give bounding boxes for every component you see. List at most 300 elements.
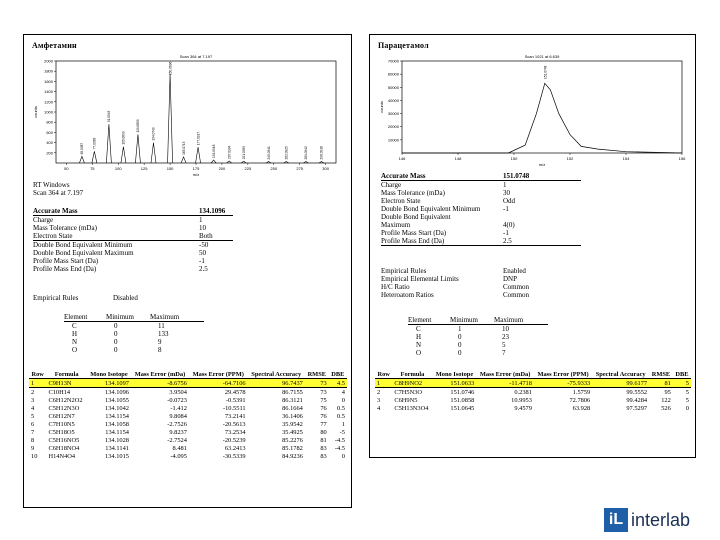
table-cell: 29.4578 (224, 388, 246, 396)
param-value: 134.1096 (199, 207, 226, 215)
y-tick-label: 400 (46, 140, 53, 146)
table-cell: C5H16NO5 (48, 436, 80, 444)
x-tick-label: 150 (166, 166, 174, 171)
table-cell: 5 (31, 412, 35, 420)
x-tick-label: 275 (296, 166, 304, 171)
element-cell: O (416, 349, 422, 357)
table-cell: 0 (341, 396, 345, 404)
param-key: Charge (381, 181, 402, 189)
param-row (381, 229, 581, 237)
empirical-rules (33, 294, 233, 302)
element-column-header: Maximum (150, 313, 180, 321)
table-cell: 3 (377, 396, 381, 404)
param-row (381, 172, 581, 181)
table-cell: C5H18O5 (48, 428, 75, 436)
table-cell: 2 (31, 388, 35, 396)
table-cell: 83 (320, 444, 327, 452)
table-cell: 151.0858 (450, 396, 475, 404)
column-header: DBE (673, 371, 691, 379)
table-cell: 9.4579 (514, 404, 532, 412)
table-row (375, 404, 691, 412)
peak-label: 150.0696 (168, 61, 173, 75)
param-row (381, 275, 581, 283)
table-cell: 1 (341, 420, 345, 428)
peak-label: 262.0925 (284, 146, 289, 160)
table-cell: 134.1141 (105, 444, 129, 452)
logo-mark: iL (604, 508, 628, 532)
spectrum-peak (121, 147, 126, 163)
amphetamine-report-panel (23, 34, 352, 508)
param-value: 2.5 (503, 237, 512, 245)
y-tick-label: 1400 (44, 89, 53, 95)
table-cell: 8.481 (172, 444, 187, 452)
param-key: Mass Tolerance (mDa) (33, 224, 97, 232)
peak-label: 177.0917 (196, 131, 201, 146)
mass-spectrum-chart (376, 51, 688, 169)
x-tick-label: 100 (114, 166, 122, 171)
table-cell: 80 (320, 428, 327, 436)
peak-label: 91.0543 (107, 110, 112, 123)
element-row (408, 349, 548, 357)
y-tick-label: 800 (46, 119, 53, 125)
x-axis-label: m/z (538, 162, 546, 167)
peak-label: 192.0918 (211, 144, 216, 158)
param-row (381, 197, 581, 205)
table-cell: -8.6756 (131, 379, 189, 388)
table-cell: 81 (649, 379, 673, 388)
table-cell: 73 (320, 388, 327, 396)
peak-label: 151.0748 (543, 65, 548, 79)
param-key: Accurate Mass (33, 207, 78, 215)
table-cell: H14N4O4 (48, 452, 76, 460)
table-cell: 75 (320, 396, 327, 404)
param-row (381, 181, 581, 189)
table-cell: 134.1042 (105, 404, 129, 412)
y-tick-label: 60000 (387, 71, 399, 77)
spectrum-peak (79, 156, 84, 163)
param-value: Both (199, 232, 213, 240)
param-key: Empirical Rules (381, 267, 427, 275)
table-cell: -4.095 (170, 452, 187, 460)
y-tick-label: 30000 (387, 111, 399, 117)
column-header: Mass Error (mDa) (131, 371, 189, 379)
table-cell: 134.1055 (105, 396, 129, 404)
element-header (408, 316, 548, 325)
peak-label: 134.0749 (151, 127, 156, 141)
table-cell: 0 (341, 452, 345, 460)
peak-label: 221.0959 (241, 145, 246, 160)
element-cell: H (72, 330, 78, 338)
table-cell: 96.7437 (248, 379, 305, 388)
table-cell: 134.1096 (105, 388, 129, 396)
table-cell: 77 (320, 420, 327, 428)
x-tick-label: 150 (510, 156, 518, 161)
param-row (381, 189, 581, 197)
param-key: Empirical Rules (33, 294, 79, 302)
param-value: 4(0) (503, 221, 515, 229)
table-cell: 9.8084 (169, 412, 187, 420)
y-tick-label: 40000 (387, 97, 399, 103)
column-header: RMSE (649, 371, 673, 379)
table-row (29, 444, 347, 452)
table-cell: 76 (320, 404, 327, 412)
table-cell: 134.1154 (105, 412, 129, 420)
table-cell: 5 (685, 396, 689, 404)
y-tick-label: 1600 (44, 78, 53, 84)
column-header: Mass Error (PPM) (189, 371, 248, 379)
results-table (29, 371, 347, 460)
param-key: Electron State (33, 232, 73, 240)
table-cell: 99.4284 (626, 396, 648, 404)
table-cell: C6H9N5 (394, 396, 418, 404)
peak-label: 119.0859 (136, 119, 141, 133)
element-row (64, 322, 204, 330)
x-tick-label: 75 (90, 166, 95, 171)
table-cell: C10H14 (48, 388, 71, 396)
param-value: -1 (503, 205, 509, 213)
element-cell: 0 (114, 338, 118, 346)
x-tick-label: 146 (398, 156, 406, 161)
spectrum-peak (168, 74, 173, 163)
table-cell: 134.1015 (105, 452, 129, 460)
table-cell: -1.412 (170, 404, 187, 412)
table-cell: 151.0746 (450, 388, 475, 396)
param-key: Mass Tolerance (mDa) (381, 189, 445, 197)
table-cell: 7 (31, 428, 35, 436)
param-row (381, 205, 581, 213)
table-header-row (375, 371, 691, 379)
table-cell: 84.9236 (282, 452, 303, 460)
peak-label: 77.0383 (92, 137, 97, 150)
param-value: -1 (503, 229, 509, 237)
table-header-row (29, 371, 347, 379)
table-cell: 73.2534 (224, 428, 246, 436)
table-cell: 99.5552 (626, 388, 648, 396)
element-cell: C (72, 322, 77, 330)
x-tick-label: 200 (218, 166, 226, 171)
element-cell: 11 (158, 322, 165, 330)
peak-label: 296.0918 (319, 146, 324, 160)
x-tick-label: 250 (270, 166, 278, 171)
table-cell: -20.5239 (222, 436, 246, 444)
chart-title: Scan 364 at 7.197 (179, 54, 213, 59)
param-value: 1 (199, 216, 203, 224)
element-cell: 10 (502, 325, 509, 333)
table-cell: 9 (31, 444, 35, 452)
table-row (29, 388, 347, 397)
column-header: Mono Isotope (87, 371, 131, 379)
scan-info (33, 181, 233, 197)
param-value: -50 (199, 241, 209, 249)
table-cell: -0.0723 (167, 396, 187, 404)
table-cell: 0.5 (337, 412, 345, 420)
param-value: 2.5 (199, 265, 208, 273)
x-tick-label: 125 (140, 166, 148, 171)
table-row (29, 452, 347, 460)
spectrum-peak (92, 151, 97, 163)
table-cell: C8H9NO2 (392, 379, 432, 388)
y-axis-label: counts (33, 106, 38, 118)
search-parameters (33, 207, 233, 273)
y-tick-label: 50000 (387, 84, 399, 90)
table-cell: -5 (339, 428, 345, 436)
y-tick-label: 200 (46, 150, 53, 156)
element-cell: 0 (458, 341, 462, 349)
x-tick-label: 156 (678, 156, 686, 161)
table-cell: 73.2141 (224, 412, 246, 420)
column-header: Mono Isotope (433, 371, 477, 379)
param-row (33, 232, 233, 241)
y-tick-label: 1000 (44, 109, 53, 115)
table-row (29, 379, 347, 388)
table-cell: 5 (685, 388, 689, 396)
element-cell: 1 (458, 325, 462, 333)
x-tick-label: 148 (454, 156, 462, 161)
element-cell: 133 (158, 330, 169, 338)
x-tick-label: 154 (622, 156, 630, 161)
param-key: Profile Mass Start (Da) (381, 229, 447, 237)
column-header: Formula (46, 371, 86, 379)
param-row (33, 216, 233, 224)
plot-frame (402, 61, 682, 153)
param-row (33, 257, 233, 265)
param-key: Profile Mass End (Da) (33, 265, 97, 273)
element-cell: N (416, 341, 422, 349)
param-row (33, 265, 233, 273)
table-cell: 526 (661, 404, 671, 412)
table-row (29, 404, 347, 412)
table-cell: 134.1058 (105, 420, 129, 428)
param-key: Maximum (381, 221, 411, 229)
table-cell: 0.5 (337, 404, 345, 412)
element-column-header: Element (408, 316, 432, 324)
table-cell: 95 (664, 388, 671, 396)
param-key: Empirical Elemental Limits (381, 275, 459, 283)
param-value: 30 (503, 189, 510, 197)
element-cell: C (416, 325, 421, 333)
table-cell: 97.5297 (626, 404, 648, 412)
element-limits (408, 316, 548, 357)
table-cell: C7H5N3O (394, 388, 423, 396)
column-header: Row (29, 371, 46, 379)
table-cell: 5 (673, 379, 691, 388)
table-cell: 86.3121 (282, 396, 303, 404)
peak-label: 207.0934 (227, 145, 232, 159)
param-value: 10 (199, 224, 206, 232)
table-cell: C6H12N2O2 (48, 396, 83, 404)
spectrum-peak (196, 147, 201, 163)
table-cell: 4 (31, 404, 35, 412)
table-cell: -30.5339 (222, 452, 246, 460)
element-cell: 0 (114, 346, 118, 354)
table-cell: 151.0633 (433, 379, 477, 388)
y-tick-label: 20000 (387, 124, 399, 130)
element-cell: 7 (502, 349, 506, 357)
y-tick-label: 1800 (44, 68, 53, 74)
element-column-header: Element (64, 313, 88, 321)
table-cell: 4 (377, 404, 381, 412)
table-cell: -10.5511 (222, 404, 246, 412)
param-value: Disabled (113, 294, 138, 302)
element-cell: 0 (114, 322, 118, 330)
param-key: Heteroatom Ratios (381, 291, 434, 299)
table-cell: -64.7106 (189, 379, 248, 388)
column-header: Spectral Accuracy (592, 371, 649, 379)
x-axis-label: m/z (192, 172, 200, 177)
table-cell: 35.9542 (282, 420, 303, 428)
table-cell: 3.9504 (169, 388, 187, 396)
element-row (64, 346, 204, 354)
column-header: Row (375, 371, 392, 379)
table-cell: 83 (320, 452, 327, 460)
table-cell: -11.4718 (476, 379, 534, 388)
element-cell: 9 (158, 338, 162, 346)
element-row (408, 341, 548, 349)
column-header: Mass Error (mDa) (476, 371, 534, 379)
x-tick-label: 50 (64, 166, 69, 171)
param-row (381, 213, 581, 221)
element-row (408, 333, 548, 341)
table-cell: 72.7806 (569, 396, 591, 404)
table-cell: 134.1154 (105, 428, 129, 436)
param-value: Enabled (503, 267, 526, 275)
table-cell: C9H13N (46, 379, 86, 388)
param-value: DNP (503, 275, 518, 283)
element-column-header: Maximum (494, 316, 524, 324)
table-cell: 85.1782 (282, 444, 303, 452)
table-cell: 10 (31, 452, 38, 460)
element-row (64, 338, 204, 346)
element-column-header: Minimum (450, 316, 479, 324)
table-cell: -20.5613 (222, 420, 246, 428)
scan-label: Scan 364 at 7.197 (33, 189, 84, 197)
param-row (381, 283, 581, 291)
peak-label: 65.0387 (80, 142, 85, 155)
panel-title: Амфетамин (32, 41, 77, 50)
element-row (408, 325, 548, 333)
element-cell: 23 (502, 333, 509, 341)
table-cell: 2 (377, 388, 381, 396)
paracetamol-report-panel (369, 34, 696, 458)
table-cell: -4.5 (334, 436, 345, 444)
element-cell: N (72, 338, 78, 346)
table-cell: 134.1028 (105, 436, 129, 444)
param-value: Common (503, 291, 530, 299)
table-cell: 36.1406 (282, 412, 303, 420)
table-cell: 86.1664 (282, 404, 303, 412)
element-cell: 8 (158, 346, 162, 354)
table-cell: -2.7526 (167, 420, 187, 428)
interlab-logo (604, 508, 714, 534)
param-key: Profile Mass Start (Da) (33, 257, 99, 265)
x-tick-label: 152 (566, 156, 574, 161)
peak-label: 163.0713 (181, 141, 186, 155)
y-tick-label: 2000 (44, 58, 53, 64)
table-cell: -4.5 (334, 444, 345, 452)
param-row (381, 237, 581, 246)
table-row (29, 428, 347, 436)
element-cell: 0 (114, 330, 118, 338)
param-value: 1 (503, 181, 507, 189)
table-cell: 85.2276 (282, 436, 303, 444)
param-row (381, 291, 581, 299)
table-cell: 8 (31, 436, 35, 444)
chart-title: Scan 1021 at 6.639 (524, 54, 560, 59)
table-cell: 1 (375, 379, 392, 388)
y-tick-label: 600 (46, 129, 53, 135)
table-cell: C6H12N7 (48, 412, 75, 420)
table-cell: 0.2381 (514, 388, 532, 396)
search-parameters (381, 172, 581, 246)
param-key: Double Bond Equivalent Minimum (33, 241, 133, 249)
table-row (29, 436, 347, 444)
param-key: Charge (33, 216, 54, 224)
element-cell: O (72, 346, 78, 354)
rt-windows-label: RT Windows (33, 181, 70, 189)
param-key: Double Bond Equivalent Minimum (381, 205, 481, 213)
table-cell: C5H12N3O (48, 404, 80, 412)
table-row (375, 388, 691, 397)
table-cell: 0 (685, 404, 689, 412)
spectrum-peak (106, 124, 111, 163)
column-header: Mass Error (PPM) (534, 371, 592, 379)
table-cell: 86.7155 (282, 388, 303, 396)
param-key: Profile Mass End (Da) (381, 237, 445, 245)
table-cell: 63.2413 (224, 444, 246, 452)
param-key: Double Bond Equivalent Maximum (33, 249, 134, 257)
table-cell: 151.0645 (450, 404, 475, 412)
table-cell: 6 (31, 420, 35, 428)
table-row (29, 396, 347, 404)
table-cell: 63.928 (572, 404, 591, 412)
element-cell: 0 (458, 333, 462, 341)
table-row (29, 412, 347, 420)
table-cell: 76 (320, 412, 327, 420)
column-header: Spectral Accuracy (248, 371, 305, 379)
param-row (33, 249, 233, 257)
peak-label: 245.0941 (266, 146, 271, 160)
spectrum-profile-line (402, 83, 682, 153)
element-row (64, 330, 204, 338)
table-row (375, 379, 691, 388)
param-value: 151.0748 (503, 172, 530, 180)
spectrum-peak (211, 160, 216, 163)
table-cell: 99.6177 (592, 379, 649, 388)
table-cell: C5H13N3O4 (394, 404, 429, 412)
element-header (64, 313, 204, 322)
table-cell: 81 (320, 436, 327, 444)
table-cell: C7H10N5 (48, 420, 75, 428)
element-limits (64, 313, 204, 354)
table-cell: 1 (29, 379, 46, 388)
param-key: H/C Ratio (381, 283, 410, 291)
param-row (33, 241, 233, 249)
spectrum-peak (181, 157, 186, 163)
element-cell: 5 (502, 341, 506, 349)
x-tick-label: 175 (192, 166, 200, 171)
y-tick-label: 70000 (387, 58, 399, 64)
table-cell: 10.9953 (511, 396, 532, 404)
results-table (375, 371, 691, 412)
table-cell: -75.9333 (534, 379, 592, 388)
element-column-header: Minimum (106, 313, 135, 321)
param-key: Double Bond Equivalent (381, 213, 451, 221)
element-cell: 0 (458, 349, 462, 357)
peak-label: 281.0942 (304, 146, 309, 160)
column-header: RMSE (305, 371, 329, 379)
table-cell: 35.4925 (282, 428, 303, 436)
param-value: Common (503, 283, 530, 291)
